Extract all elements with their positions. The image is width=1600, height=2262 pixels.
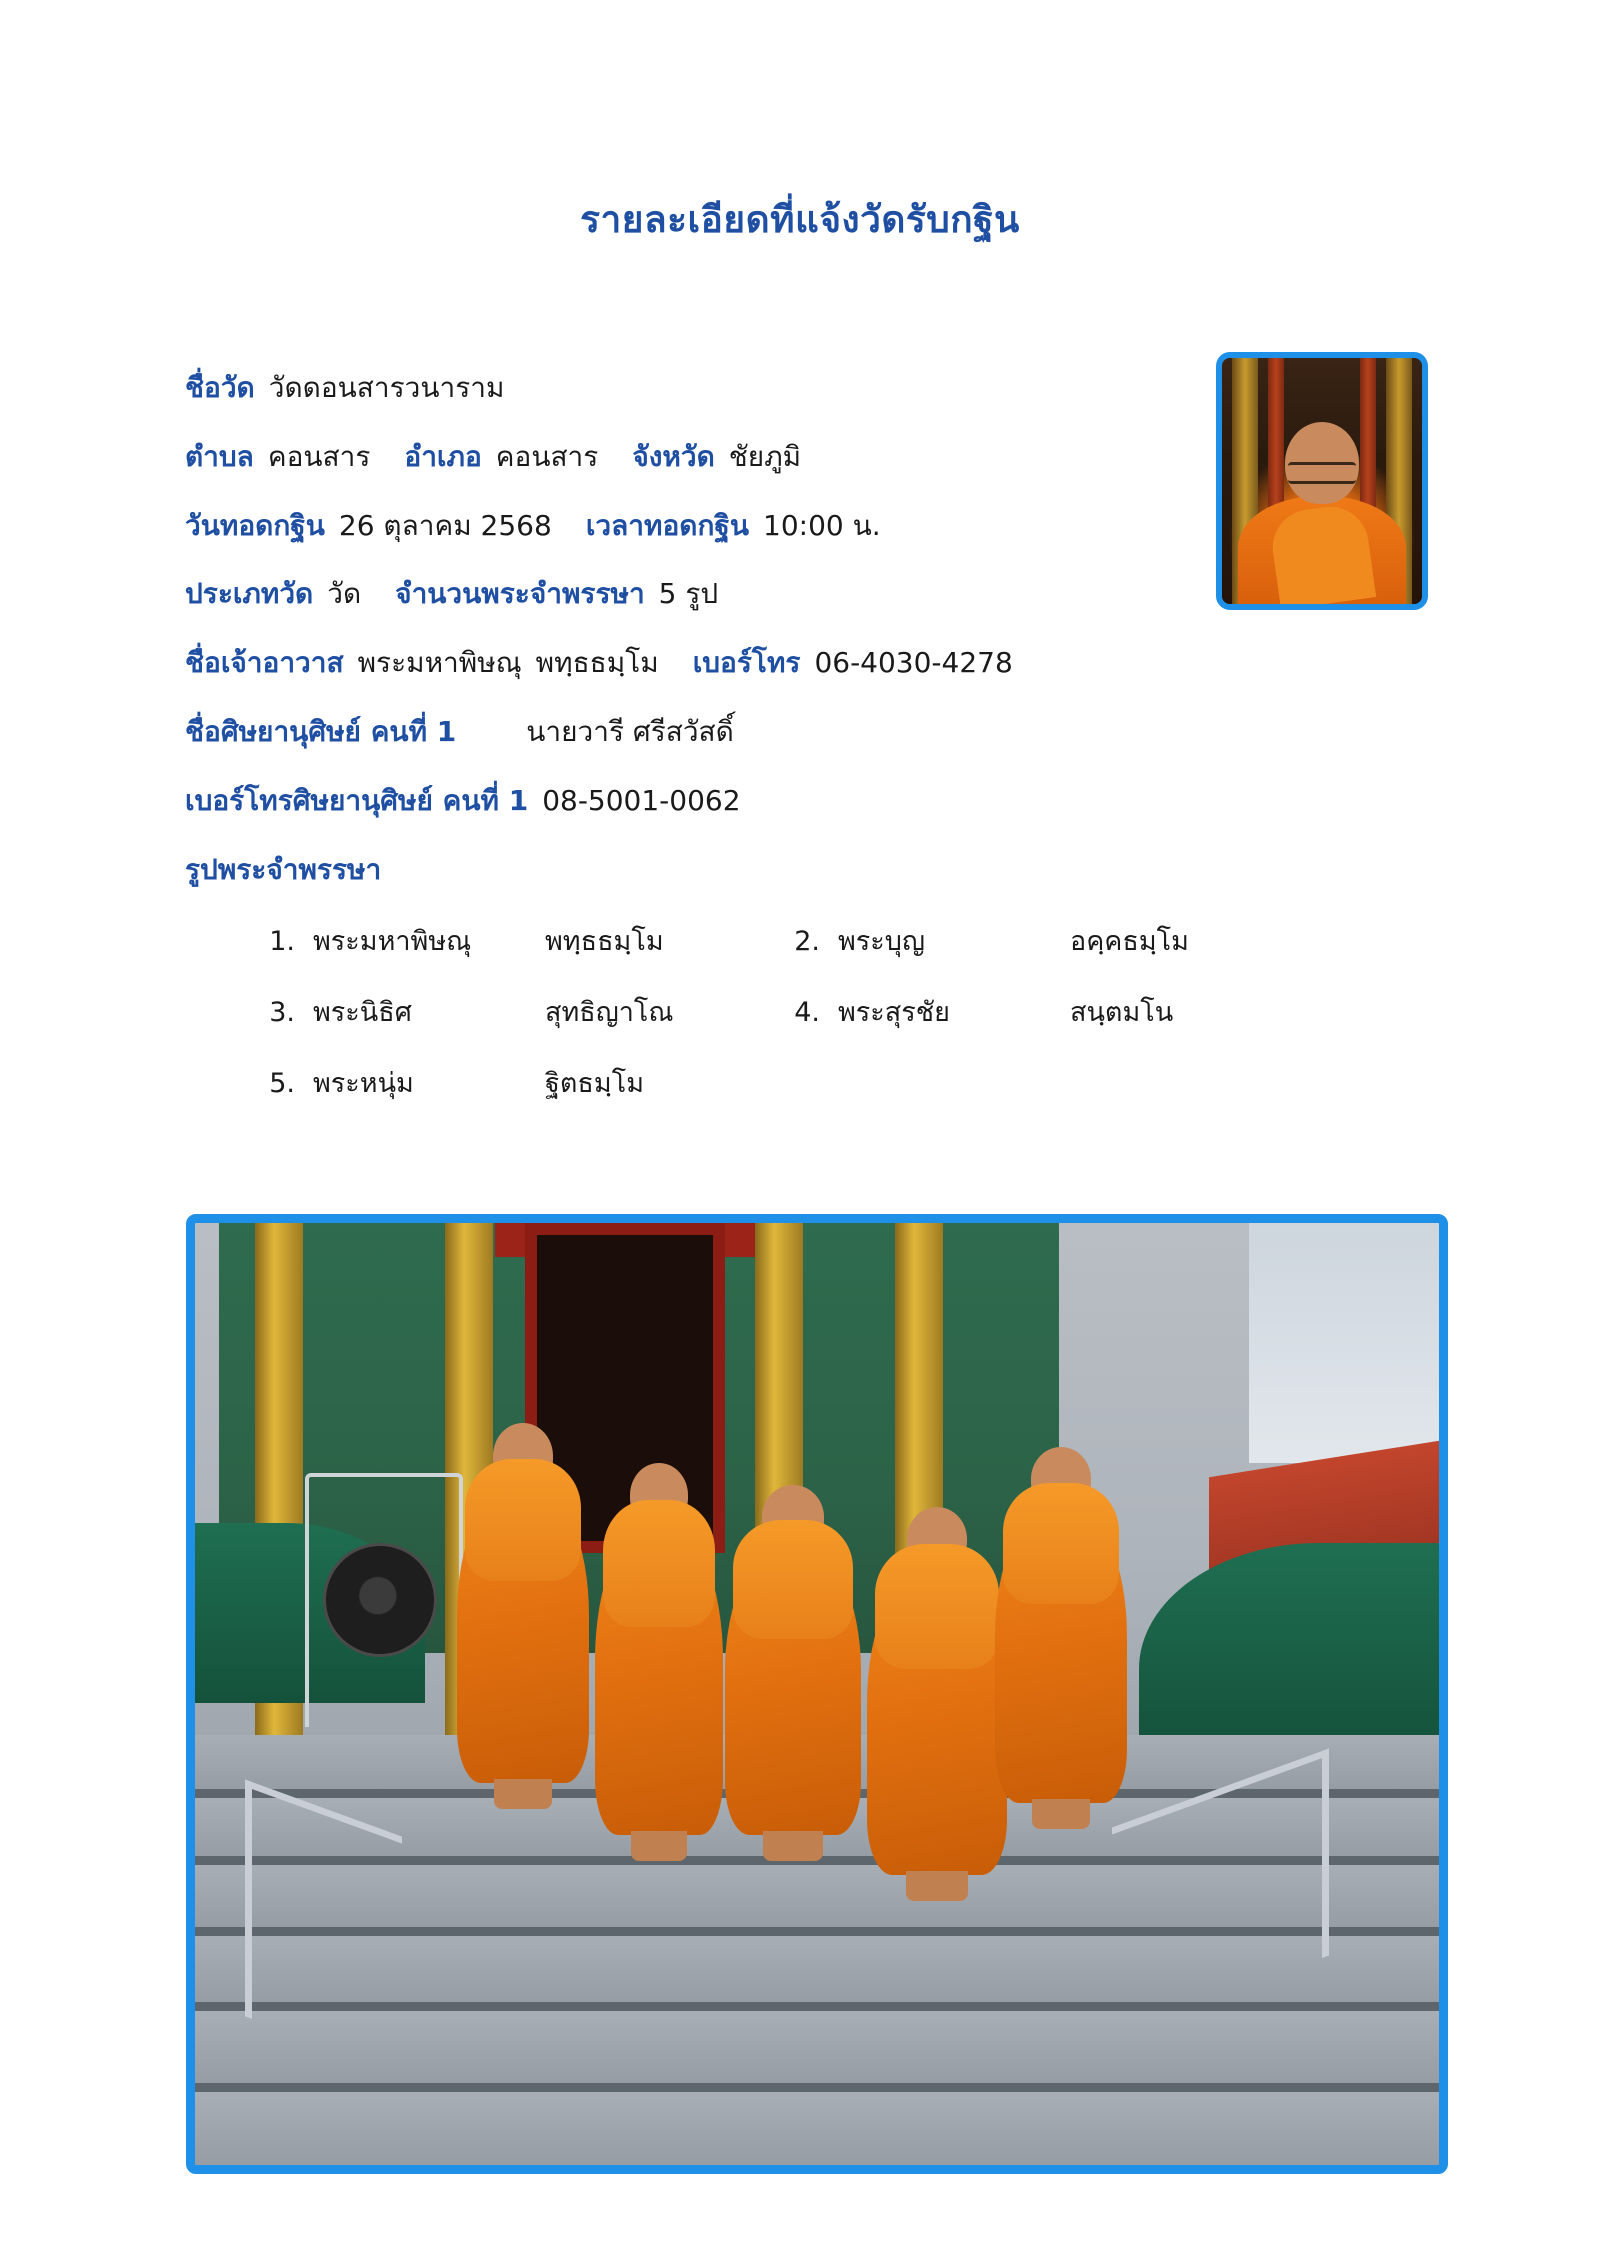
- kathin-date-label: วันทอดกฐิน: [185, 508, 325, 542]
- list-item: [247, 919, 772, 962]
- disciple-phone-value: 08-5001-0062: [542, 783, 741, 817]
- monk-pali-name: พทฺธธมฺโม: [545, 926, 664, 958]
- monk-name: พระหนุ่ม: [313, 1068, 414, 1100]
- monk-legs: [906, 1871, 968, 1901]
- monk-pali-name: สนฺตมโน: [1070, 997, 1174, 1029]
- gong-icon: [323, 1543, 437, 1657]
- abbot-label: ชื่อเจ้าอาวาส: [185, 646, 344, 680]
- page-title: รายละเอียดที่แจ้งวัดรับกฐิน: [580, 198, 1020, 241]
- stair-edge: [195, 2083, 1439, 2092]
- kathin-date-value: 26 ตุลาคม 2568: [338, 508, 552, 542]
- group-photo-canvas: [195, 1223, 1439, 2165]
- monk-figure: [867, 1507, 1007, 1875]
- list-item: [247, 990, 772, 1033]
- monk-figure: [995, 1447, 1127, 1803]
- monk-name: พระมหาพิษณุ: [313, 926, 472, 958]
- field-abbot: [185, 644, 1480, 682]
- field-kathin-datetime: [185, 507, 1480, 545]
- monk-figure: [725, 1485, 861, 1835]
- temple-type-label: ประเภทวัด: [185, 577, 314, 611]
- disciple-value: นายวารี ศรีสวัสดิ์: [526, 714, 734, 748]
- monk-count-value: 5 รูป: [658, 577, 719, 611]
- field-monk-photos-heading: [185, 851, 1480, 889]
- monk-photos-label: รูปพระจำพรรษา: [185, 852, 382, 886]
- province-label: จังหวัด: [632, 439, 715, 473]
- monk-count-label: จำนวนพระจำพรรษา: [395, 577, 645, 611]
- monk-shoulder: [733, 1520, 853, 1639]
- stair-step: [195, 2092, 1439, 2165]
- monk-legs: [1032, 1799, 1090, 1829]
- monk-pali-name: อคฺคธมฺโม: [1070, 926, 1189, 958]
- field-temple-type: [185, 575, 1480, 613]
- monks-group-photo: [186, 1214, 1448, 2174]
- monk-shoulder: [465, 1459, 581, 1581]
- monk-number: 1.: [269, 926, 295, 958]
- monk-list-row: [247, 919, 1480, 962]
- list-item: [772, 990, 1173, 1033]
- monk-legs: [763, 1831, 823, 1861]
- monk-name: พระสุรชัย: [838, 997, 950, 1029]
- list-item: [772, 919, 1189, 962]
- monk-shoulder: [1003, 1483, 1119, 1604]
- disciple-label: ชื่อศิษยานุศิษย์ คนที่ 1: [185, 714, 457, 748]
- temple-name-label: ชื่อวัด: [185, 371, 255, 404]
- field-disciple-phone: [185, 782, 1480, 820]
- monk-list-row: [247, 1061, 1480, 1104]
- abbot-pali-name: พทฺธธมฺโม: [535, 646, 659, 680]
- kathin-time-value: 10:00 น.: [763, 508, 881, 542]
- temple-type-value: วัด: [327, 577, 362, 611]
- province-value: ชัยภูมิ: [728, 439, 802, 473]
- field-disciple-name: [185, 713, 1480, 751]
- monk-legs: [631, 1831, 687, 1861]
- monk-number: 2.: [794, 926, 820, 958]
- field-temple-name: [185, 369, 1480, 407]
- temple-name-value: วัดดอนสารวนาราม: [268, 371, 505, 404]
- monk-shoulder: [875, 1544, 998, 1669]
- phone-label: เบอร์โทร: [692, 646, 801, 680]
- phone-value: 06-4030-4278: [814, 646, 1013, 680]
- kathin-time-label: เวลาทอดกฐิน: [585, 508, 750, 542]
- monk-figure: [595, 1463, 723, 1835]
- monk-name-list: [185, 919, 1480, 1104]
- monk-name: พระบุญ: [838, 926, 925, 958]
- monk-name: พระนิธิศ: [313, 997, 412, 1029]
- field-location: [185, 438, 1480, 476]
- district-label: อำเภอ: [404, 439, 482, 473]
- district-value: คอนสาร: [495, 439, 599, 473]
- disciple-phone-label: เบอร์โทรศิษยานุศิษย์ คนที่ 1: [185, 783, 529, 817]
- naga-balustrade-right: [1139, 1543, 1439, 1753]
- monk-pali-name: สุทธิญาโณ: [545, 997, 674, 1029]
- monk-pali-name: ฐิตธมฺโม: [545, 1068, 645, 1100]
- subdistrict-label: ตำบล: [185, 439, 254, 473]
- details-body: [0, 369, 1600, 1104]
- monk-number: 4.: [794, 997, 820, 1029]
- abbot-name: พระมหาพิษณุ: [357, 646, 522, 680]
- monk-number: 3.: [269, 997, 295, 1029]
- subdistrict-value: คอนสาร: [267, 439, 371, 473]
- monk-shoulder: [603, 1500, 716, 1626]
- list-item: [247, 1061, 772, 1104]
- monk-legs: [494, 1779, 552, 1809]
- monk-figure: [457, 1423, 589, 1783]
- sky-region: [1249, 1223, 1439, 1463]
- monk-number: 5.: [269, 1068, 295, 1100]
- monk-list-row: [247, 990, 1480, 1033]
